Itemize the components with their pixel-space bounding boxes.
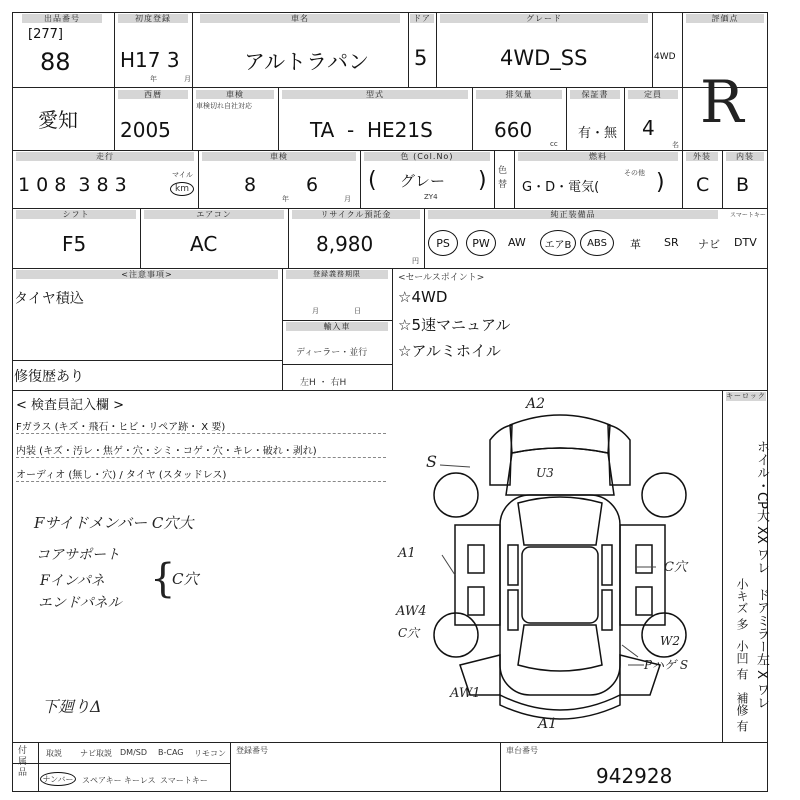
mark-aw4: AW4 [396,604,427,619]
item-plate: ナンバー [40,772,76,786]
equipment-pw-label: PW [472,236,490,250]
caution-1: タイヤ積込 [14,291,84,307]
displacement-value: 660 [494,118,533,142]
lot-sub: [277] [28,27,63,42]
inspection-label: 車検 [196,90,274,99]
mark-c-right: C穴 [664,560,687,575]
capacity-label: 定員 [628,90,678,99]
registration-value: H17 3 [120,48,180,72]
damage-note-2: ドアミラー左 X ワレ [754,588,769,710]
item-bcag: B-CAG [158,748,184,757]
grade-value: 4WD_SS [500,46,588,70]
steering-value: 左H ・ 右H [300,378,347,388]
equipment-ps [428,230,458,256]
damage-note-1: ホイル・CP大 XX ワレ [754,440,769,574]
equipment-leather [630,236,641,252]
item-spare-key: スペアキー [82,776,122,785]
mileage-unit-miles: マイル [172,171,193,179]
sales-label: <セールスポイント> [398,273,485,283]
item-navi-manual: ナビ取説 [80,749,112,758]
lot-label: 出品番号 [22,14,102,23]
year-value: 2005 [120,118,171,142]
sales-point-3: ☆アルミホイル [398,342,501,360]
fuel-label: 燃料 [518,152,678,161]
key-lock-label: キーロック [726,392,766,400]
history-value: 有・無 [578,126,618,141]
model-label: 型式 [282,90,468,99]
aircon-value: AC [190,232,218,256]
damage-note-3: 小キズ 多 [735,578,749,630]
damage-note-5: 補修 有 [735,692,749,732]
sales-point-1: ☆4WD [398,288,448,306]
mark-a1-left: A1 [398,546,416,561]
registration-day-unit: 日 [354,307,361,315]
equipment-sr-label: SR [664,236,679,249]
import-value: ディーラー・並行 [296,348,368,358]
equipment-airbag-label: エアB [544,239,572,251]
month-unit: 月 [344,195,351,203]
mileage-value: 1 0 8 3 8 3 [18,174,127,196]
color-value: グレー [400,172,446,190]
equipment-ps-label: PS [436,236,450,250]
exterior-label: 外装 [686,152,718,161]
equipment-sr [664,236,679,249]
equipment-aw-label: AW [508,236,526,249]
displacement-unit: cc [550,140,558,148]
lot-number: 88 [40,48,71,76]
mark-u3: U3 [536,466,554,480]
mark-aw1: AW1 [450,686,481,701]
item-manual: 取説 [46,749,62,758]
name-label: 車名 [200,14,400,23]
items-label: 付属品 [18,746,28,778]
capacity-value: 4 [642,116,655,140]
auction-sheet: 出品番号 [277] 88 初度登録 H17 3 年 月 車名 アルトラパン ドア 5 グレード 4WD_SS 4WD 評価点 R 愛知 西暦 2005 車検 車検切れ自社対応 型式 TA - HE21S 排気量 660 cc 保証書 有・無 定員 4 名 走行 1 0 8 3 8 3 マイル km 車検 8 年 6 月 色 (Col.No) グレー ZY4 ( ) 色替 燃料 G・D・電気( その他 ) 外装 C 内装 B シフト F5 エアコン AC リサイクル預託金 8,980 円 純正装備品 スマートキー PS PW AW エアB ABS 革 SR ナビ DTV <注意事項> タイヤ積込 修復歴あり 登録義務期限 月 日 輸入車 ディーラー・並行 左H ・ 右H <セールスポイント> ☆4WD ☆5速マニュアル ☆アルミホイル < 検査員記入欄 > Fガラス (キズ・飛石・ヒビ・リペア跡・ X 要) 内装 (キズ・汚レ・焦ゲ・穴・シミ・コゲ・穴・キレ・破れ・剥れ) オーディオ (無し・穴) / タイヤ (スタッドレス) Fサイドメンバー C穴大 コアサポート Fインパネ エンドパネル { C穴 下廻りΔ キーロック A2 U3 S A1 C穴 AW4 C穴 W2 Pハゲ S AW1 A1 ホイル・CP大 XX ワレ ドアミラー左 X ワレ 小キズ 多 小凹 有 補修 有 付属品 取説 ナビ取説 DM/SD B-CAG リモコン ナンバー スペアキー キーレス スマートキー 登録番号 車台番号 942928 [0,0,800,800]
drive-value: 4WD [654,52,676,62]
displacement-label: 排気量 [476,90,562,99]
doors-label: ドア [410,14,434,23]
inspector-title: < 検査員記入欄 > [16,398,125,413]
sales-point-2: ☆5速マニュアル [398,316,511,334]
mark-top: A2 [526,396,546,412]
inspector-glass: Fガラス (キズ・飛石・ヒビ・リペア跡・ X 要) [16,422,226,433]
caution-2: 修復歴あり [14,369,84,385]
equipment-navi-label: ナビ [698,238,720,251]
equipment-aw [508,236,526,249]
equipment-leather-label: 革 [630,238,641,251]
mark-s: S [426,452,437,471]
equipment-abs [580,230,614,256]
item-dm-sd: DM/SD [120,748,147,757]
inspector-interior: 内装 (キズ・汚レ・焦ゲ・穴・シミ・コゲ・穴・キレ・破れ・剥れ) [16,446,317,457]
hand-note-4: エンドパネル [38,595,122,611]
inspection-month: 6 [306,174,319,196]
interior-value: B [736,174,750,196]
inspector-audio: オーディオ (無し・穴) / タイヤ (スタッドレス) [16,470,227,481]
exterior-value: C [696,174,710,196]
rating-label: 評価点 [686,14,764,23]
registration-label: 初度登録 [118,14,188,23]
recycle-value: 8,980 [316,232,374,256]
mark-w2: W2 [660,634,680,648]
equipment-navi [698,236,720,252]
chassis-value: 942928 [596,764,673,788]
inspection-expiry-label: 車検 [202,152,356,161]
item-smart-key: スマートキー [160,776,208,785]
capacity-unit: 名 [672,141,679,149]
shift-value: F5 [62,232,87,256]
shift-label: シフト [16,210,136,219]
equipment-dtv-label: DTV [734,236,757,249]
caution-label: <注意事項> [16,270,278,279]
mark-p: Pハゲ S [644,658,689,672]
hand-note-3: Fインパネ [40,573,105,589]
interior-label: 内装 [726,152,764,161]
recycle-label: リサイクル預託金 [292,210,420,219]
equipment-label: 純正装備品 [428,210,718,219]
fuel-value: G・D・電気( [522,180,600,195]
inspection-year: 8 [244,174,257,196]
color-label: 色 (Col.No) [364,152,490,161]
mark-bottom: A1 [538,716,558,732]
grade-label: グレード [440,14,648,23]
recycle-unit: 円 [412,257,419,265]
car-name: アルトラパン [244,50,370,74]
smartkey-label: スマートキー [730,212,766,219]
item-remote: リモコン [194,749,226,758]
mileage-unit-km: km [170,182,194,196]
hand-note-5: 下廻りΔ [42,697,102,716]
hand-note-2: コアサポート [36,547,120,563]
color-code: ZY4 [424,193,438,201]
year-label: 西暦 [118,90,188,99]
aircon-label: エアコン [144,210,284,219]
mileage-label: 走行 [16,152,194,161]
equipment-dtv [734,236,757,249]
damage-note-4: 小凹 有 [735,640,749,680]
mark-c-left: C穴 [398,626,420,640]
region-value: 愛知 [38,108,78,132]
plate-label: 登録番号 [236,746,268,755]
doors-value: 5 [414,46,428,70]
import-label: 輸入車 [286,322,388,331]
equipment-airbag [540,230,576,256]
year-unit: 年 [282,195,289,203]
registration-expiry-label: 登録義務期限 [286,270,388,279]
color-change-label: 色替 [498,166,508,190]
item-keyless: キーレス [124,776,156,785]
inspection-note: 車検切れ自社対応 [196,102,252,110]
model-value: TA - HE21S [310,118,433,142]
equipment-pw [466,230,496,256]
hand-bracket: C穴 [172,570,199,588]
fuel-other: その他 [624,169,645,177]
history-label: 保証書 [570,90,620,99]
equipment-abs-label: ABS [587,237,607,249]
rating-value: R [700,68,744,136]
hand-note-1: Fサイドメンバー C穴大 [34,514,194,532]
registration-month-unit: 月 [312,307,319,315]
chassis-label: 車台番号 [506,746,538,755]
